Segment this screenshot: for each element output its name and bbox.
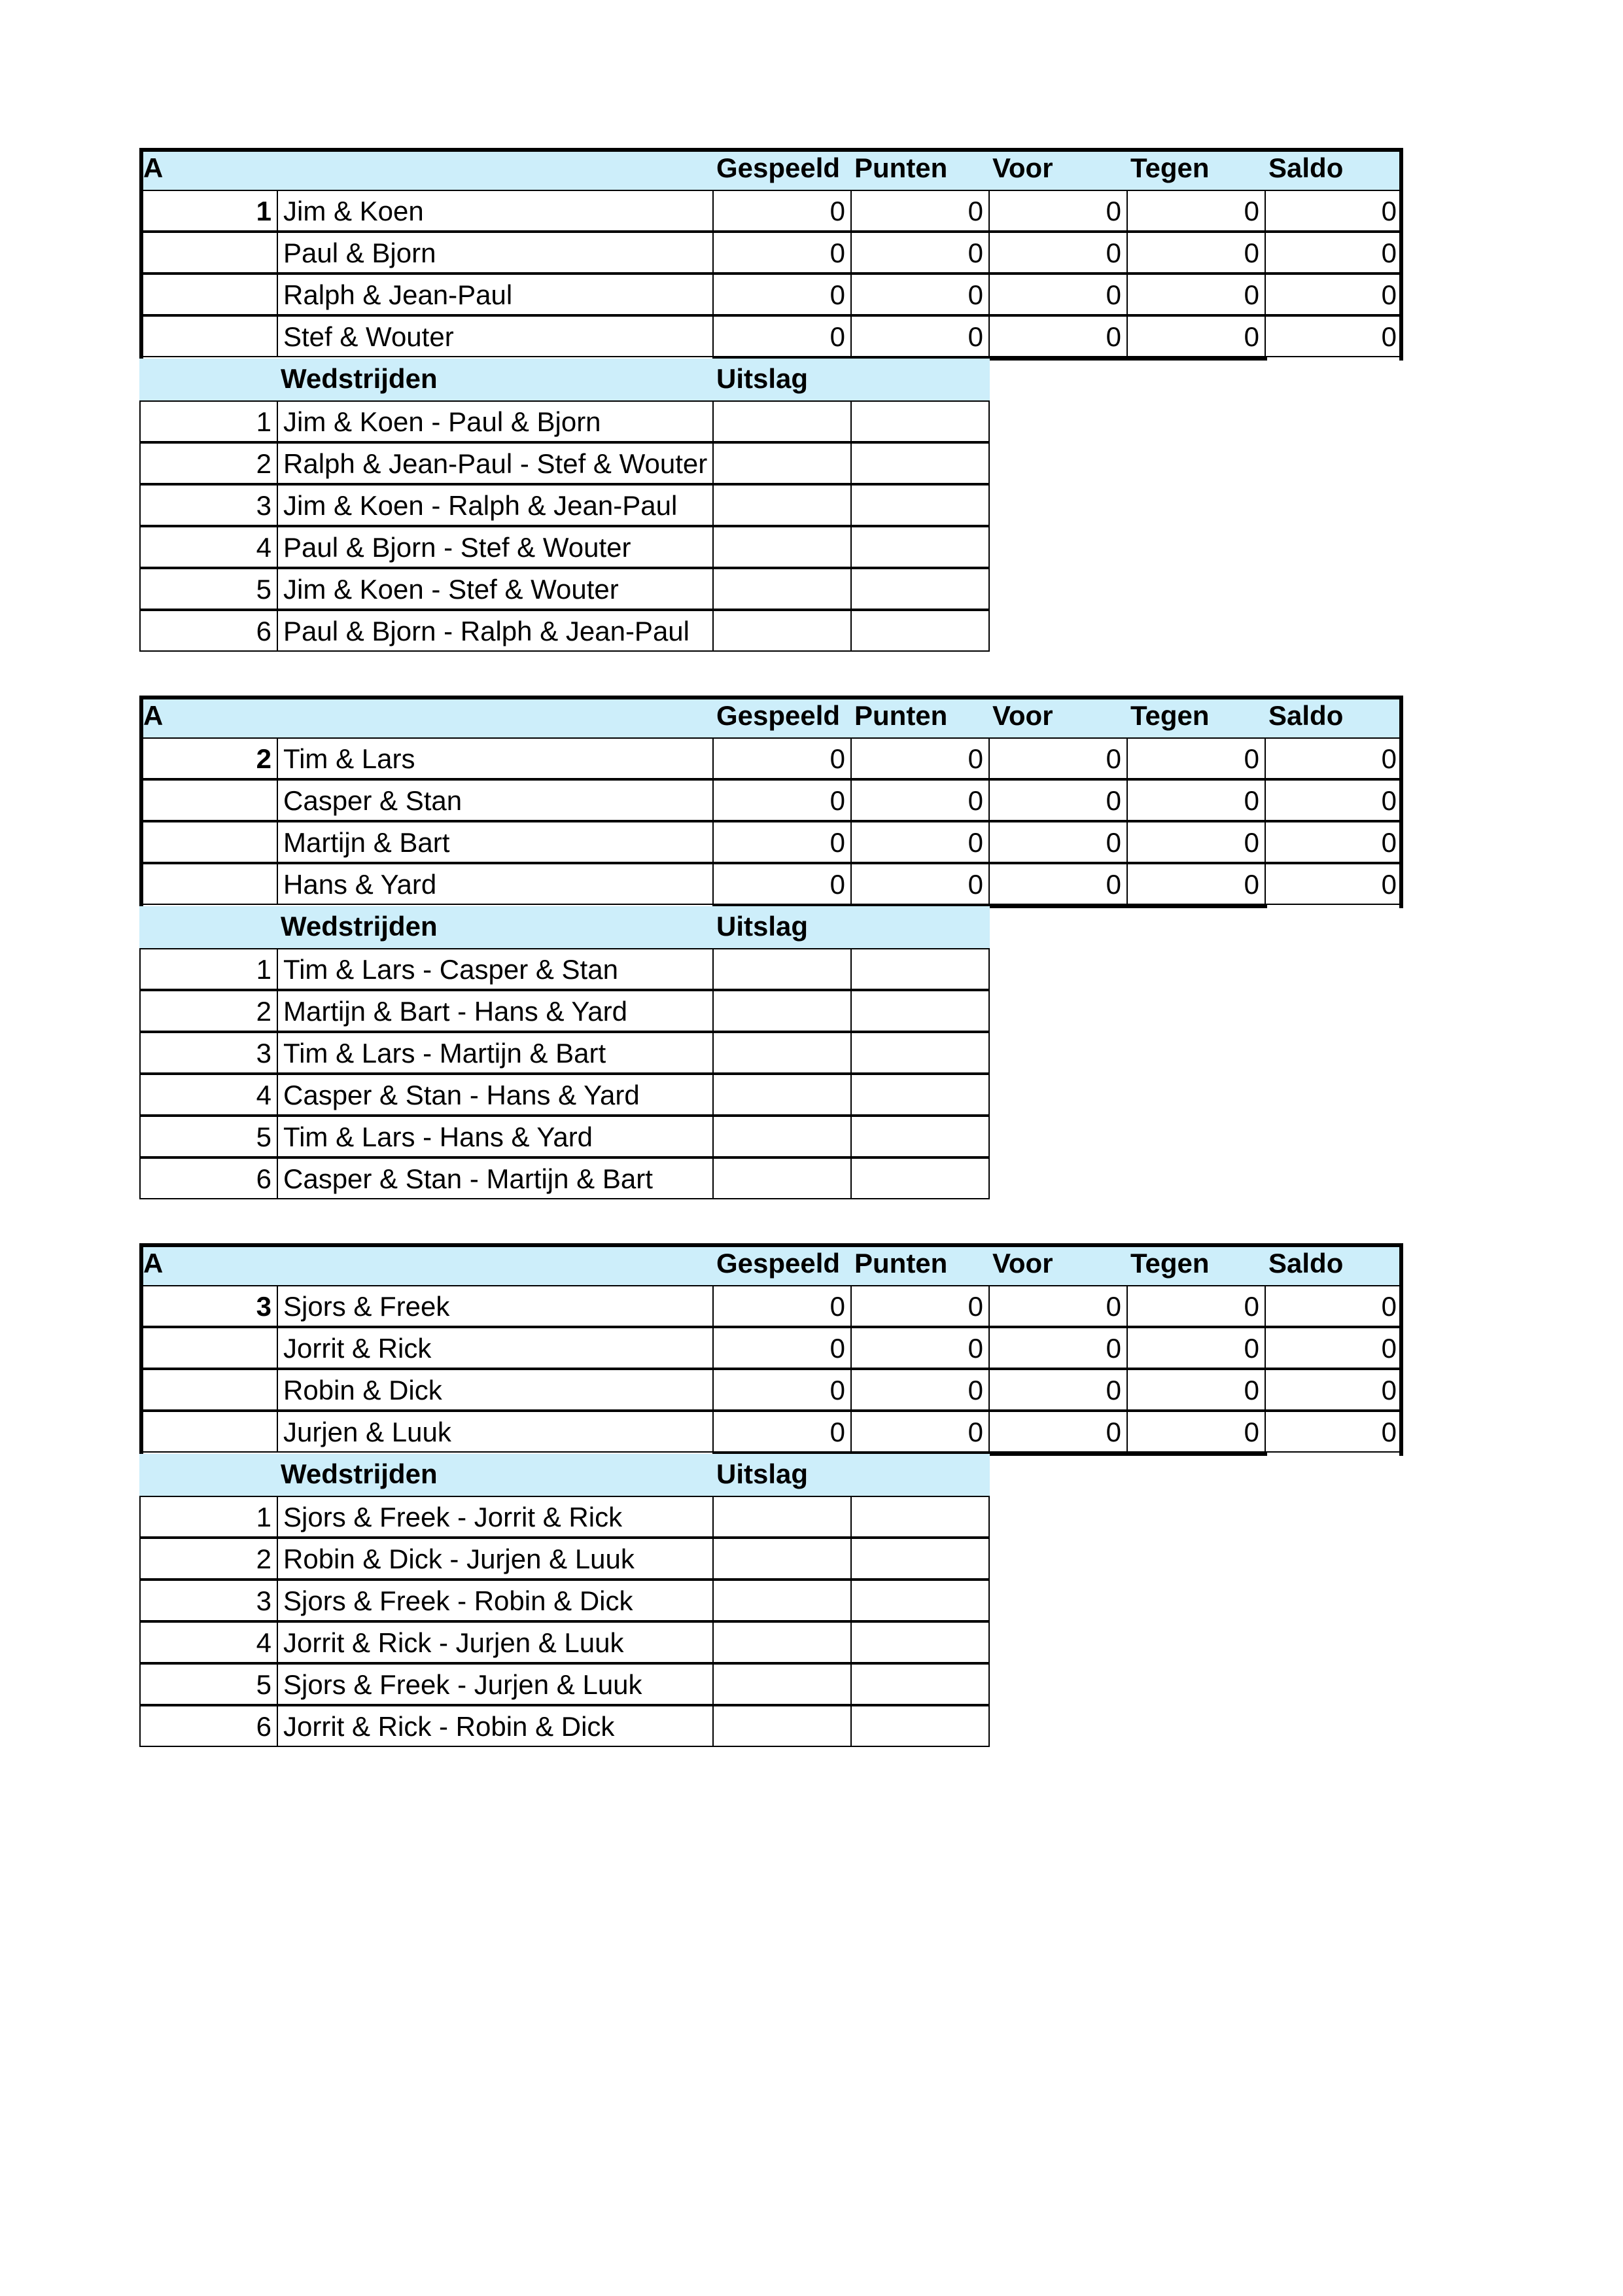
played-cell: 0 <box>712 1327 852 1369</box>
team-name: Jim & Koen <box>277 190 714 232</box>
match-fixture: Casper & Stan - Martijn & Bart <box>277 1157 714 1199</box>
match-fixture: Paul & Bjorn - Stef & Wouter <box>277 526 714 568</box>
team-name: Jorrit & Rick <box>277 1327 714 1369</box>
team-name: Robin & Dick <box>277 1369 714 1411</box>
score-away-input[interactable] <box>850 1538 990 1580</box>
thick-border-left <box>139 1243 143 1456</box>
for-cell: 0 <box>988 274 1128 315</box>
empty-cell <box>139 1411 278 1453</box>
match-number: 3 <box>139 1032 278 1074</box>
score-away-input[interactable] <box>850 610 990 652</box>
for-cell: 0 <box>988 863 1128 905</box>
score-away-input[interactable] <box>850 442 990 484</box>
empty-cell <box>139 1327 278 1369</box>
for-cell: 0 <box>988 1369 1128 1411</box>
thick-border-top <box>139 148 1403 152</box>
played-cell: 0 <box>712 737 852 779</box>
thick-border-left <box>139 148 143 361</box>
match-fixture: Paul & Bjorn - Ralph & Jean-Paul <box>277 610 714 652</box>
poule-number: 1 <box>139 190 278 232</box>
poule-2 <box>139 696 1403 1202</box>
thick-border-top <box>139 1243 1403 1247</box>
team-name: Hans & Yard <box>277 863 714 905</box>
balance-cell: 0 <box>1265 274 1403 315</box>
for-cell: 0 <box>988 821 1128 863</box>
played-cell: 0 <box>712 821 852 863</box>
balance-cell: 0 <box>1265 1369 1403 1411</box>
team-name: Paul & Bjorn <box>277 232 714 274</box>
score-home-input[interactable] <box>712 484 852 526</box>
thick-border-left <box>139 696 143 908</box>
thick-border-right <box>1399 696 1403 908</box>
matches-header: Wedstrijden <box>277 906 714 948</box>
played-cell: 0 <box>712 315 852 357</box>
match-number: 6 <box>139 610 278 652</box>
score-home-input[interactable] <box>712 568 852 610</box>
poule-number: 2 <box>139 737 278 779</box>
score-home-input[interactable] <box>712 1621 852 1663</box>
score-away-input[interactable] <box>850 1032 990 1074</box>
against-cell: 0 <box>1126 1327 1266 1369</box>
score-away-input[interactable] <box>850 1580 990 1621</box>
match-fixture: Casper & Stan - Hans & Yard <box>277 1074 714 1116</box>
team-name: Jurjen & Luuk <box>277 1411 714 1453</box>
match-fixture: Sjors & Freek - Robin & Dick <box>277 1580 714 1621</box>
score-away-input[interactable] <box>850 484 990 526</box>
team-name: Sjors & Freek <box>277 1285 714 1327</box>
against-cell: 0 <box>1126 232 1266 274</box>
matches-header: Wedstrijden <box>277 1454 714 1496</box>
for-cell: 0 <box>988 315 1128 357</box>
played-cell: 0 <box>712 1285 852 1327</box>
score-home-input[interactable] <box>712 990 852 1032</box>
result-header: Uitslag <box>712 906 990 948</box>
balance-header: Saldo <box>1265 696 1403 737</box>
match-fixture: Martijn & Bart - Hans & Yard <box>277 990 714 1032</box>
against-cell: 0 <box>1126 821 1266 863</box>
score-home-input[interactable] <box>712 1074 852 1116</box>
matches-header-blank <box>139 1454 278 1496</box>
points-cell: 0 <box>850 1369 990 1411</box>
match-fixture: Jim & Koen - Paul & Bjorn <box>277 400 714 442</box>
thick-border-top <box>139 696 1403 699</box>
score-away-input[interactable] <box>850 990 990 1032</box>
group-header: A <box>139 148 278 190</box>
points-header: Punten <box>850 148 990 190</box>
matches-header-blank <box>139 906 278 948</box>
balance-cell: 0 <box>1265 1411 1403 1453</box>
against-cell: 0 <box>1126 1285 1266 1327</box>
poule-number: 3 <box>139 1285 278 1327</box>
played-header: Gespeeld <box>712 1243 852 1285</box>
against-cell: 0 <box>1126 315 1266 357</box>
match-fixture: Ralph & Jean-Paul - Stef & Wouter <box>277 442 714 484</box>
team-header <box>277 148 714 190</box>
score-away-input[interactable] <box>850 1663 990 1705</box>
match-fixture: Jorrit & Rick - Robin & Dick <box>277 1705 714 1747</box>
thick-border-right <box>1399 1243 1403 1456</box>
against-cell: 0 <box>1126 863 1266 905</box>
match-number: 6 <box>139 1157 278 1199</box>
match-number: 3 <box>139 484 278 526</box>
score-home-input[interactable] <box>712 1116 852 1157</box>
empty-cell <box>139 821 278 863</box>
group-header: A <box>139 696 278 737</box>
matches-header: Wedstrijden <box>277 359 714 400</box>
matches-header-blank <box>139 359 278 400</box>
score-home-input[interactable] <box>712 1538 852 1580</box>
score-away-input[interactable] <box>850 1157 990 1199</box>
score-home-input[interactable] <box>712 1705 852 1747</box>
score-home-input[interactable] <box>712 948 852 990</box>
for-cell: 0 <box>988 1285 1128 1327</box>
for-cell: 0 <box>988 1411 1128 1453</box>
team-name: Ralph & Jean-Paul <box>277 274 714 315</box>
score-home-input[interactable] <box>712 442 852 484</box>
for-cell: 0 <box>988 232 1128 274</box>
points-cell: 0 <box>850 232 990 274</box>
played-cell: 0 <box>712 779 852 821</box>
empty-cell <box>139 779 278 821</box>
against-cell: 0 <box>1126 274 1266 315</box>
against-header: Tegen <box>1126 1243 1266 1285</box>
points-cell: 0 <box>850 779 990 821</box>
for-header: Voor <box>988 696 1128 737</box>
match-number: 5 <box>139 568 278 610</box>
score-home-input[interactable] <box>712 1496 852 1538</box>
points-cell: 0 <box>850 1327 990 1369</box>
match-fixture: Jim & Koen - Stef & Wouter <box>277 568 714 610</box>
score-home-input[interactable] <box>712 526 852 568</box>
match-number: 1 <box>139 1496 278 1538</box>
for-cell: 0 <box>988 190 1128 232</box>
against-cell: 0 <box>1126 190 1266 232</box>
match-number: 6 <box>139 1705 278 1747</box>
score-away-input[interactable] <box>850 1621 990 1663</box>
balance-cell: 0 <box>1265 863 1403 905</box>
played-cell: 0 <box>712 274 852 315</box>
balance-cell: 0 <box>1265 232 1403 274</box>
match-fixture: Tim & Lars - Hans & Yard <box>277 1116 714 1157</box>
result-header: Uitslag <box>712 1454 990 1496</box>
match-number: 3 <box>139 1580 278 1621</box>
poule-3 <box>139 1243 1403 1750</box>
against-header: Tegen <box>1126 148 1266 190</box>
score-home-input[interactable] <box>712 400 852 442</box>
score-home-input[interactable] <box>712 1157 852 1199</box>
for-cell: 0 <box>988 779 1128 821</box>
played-cell: 0 <box>712 232 852 274</box>
points-cell: 0 <box>850 737 990 779</box>
match-number: 2 <box>139 442 278 484</box>
poule-1 <box>139 148 1403 654</box>
team-name: Martijn & Bart <box>277 821 714 863</box>
match-number: 4 <box>139 1074 278 1116</box>
score-away-input[interactable] <box>850 400 990 442</box>
played-header: Gespeeld <box>712 148 852 190</box>
balance-cell: 0 <box>1265 1327 1403 1369</box>
against-cell: 0 <box>1126 737 1266 779</box>
balance-cell: 0 <box>1265 779 1403 821</box>
score-away-input[interactable] <box>850 1496 990 1538</box>
match-number: 1 <box>139 948 278 990</box>
match-number: 5 <box>139 1116 278 1157</box>
team-name: Stef & Wouter <box>277 315 714 357</box>
score-away-input[interactable] <box>850 1705 990 1747</box>
empty-cell <box>139 232 278 274</box>
match-fixture: Robin & Dick - Jurjen & Luuk <box>277 1538 714 1580</box>
points-cell: 0 <box>850 1411 990 1453</box>
empty-cell <box>139 274 278 315</box>
played-cell: 0 <box>712 1411 852 1453</box>
against-cell: 0 <box>1126 779 1266 821</box>
match-fixture: Sjors & Freek - Jorrit & Rick <box>277 1496 714 1538</box>
against-cell: 0 <box>1126 1369 1266 1411</box>
team-header <box>277 1243 714 1285</box>
for-cell: 0 <box>988 1327 1128 1369</box>
against-header: Tegen <box>1126 696 1266 737</box>
score-home-input[interactable] <box>712 1032 852 1074</box>
points-header: Punten <box>850 1243 990 1285</box>
for-header: Voor <box>988 148 1128 190</box>
points-header: Punten <box>850 696 990 737</box>
score-home-input[interactable] <box>712 610 852 652</box>
score-away-input[interactable] <box>850 568 990 610</box>
match-fixture: Jorrit & Rick - Jurjen & Luuk <box>277 1621 714 1663</box>
points-cell: 0 <box>850 1285 990 1327</box>
match-fixture: Tim & Lars - Martijn & Bart <box>277 1032 714 1074</box>
points-cell: 0 <box>850 821 990 863</box>
team-name: Casper & Stan <box>277 779 714 821</box>
points-cell: 0 <box>850 190 990 232</box>
against-cell: 0 <box>1126 1411 1266 1453</box>
team-name: Tim & Lars <box>277 737 714 779</box>
empty-cell <box>139 315 278 357</box>
points-cell: 0 <box>850 315 990 357</box>
match-number: 1 <box>139 400 278 442</box>
played-cell: 0 <box>712 190 852 232</box>
result-header: Uitslag <box>712 359 990 400</box>
played-cell: 0 <box>712 1369 852 1411</box>
match-fixture: Sjors & Freek - Jurjen & Luuk <box>277 1663 714 1705</box>
for-header: Voor <box>988 1243 1128 1285</box>
group-header: A <box>139 1243 278 1285</box>
points-cell: 0 <box>850 274 990 315</box>
empty-cell <box>139 863 278 905</box>
balance-cell: 0 <box>1265 1285 1403 1327</box>
balance-cell: 0 <box>1265 190 1403 232</box>
balance-cell: 0 <box>1265 315 1403 357</box>
score-away-input[interactable] <box>850 948 990 990</box>
played-header: Gespeeld <box>712 696 852 737</box>
match-number: 4 <box>139 526 278 568</box>
played-cell: 0 <box>712 863 852 905</box>
match-fixture: Tim & Lars - Casper & Stan <box>277 948 714 990</box>
score-away-input[interactable] <box>850 1074 990 1116</box>
score-away-input[interactable] <box>850 526 990 568</box>
score-away-input[interactable] <box>850 1116 990 1157</box>
score-home-input[interactable] <box>712 1580 852 1621</box>
match-number: 5 <box>139 1663 278 1705</box>
balance-header: Saldo <box>1265 1243 1403 1285</box>
points-cell: 0 <box>850 863 990 905</box>
balance-cell: 0 <box>1265 821 1403 863</box>
balance-header: Saldo <box>1265 148 1403 190</box>
empty-cell <box>139 1369 278 1411</box>
balance-cell: 0 <box>1265 737 1403 779</box>
score-home-input[interactable] <box>712 1663 852 1705</box>
team-header <box>277 696 714 737</box>
match-fixture: Jim & Koen - Ralph & Jean-Paul <box>277 484 714 526</box>
match-number: 2 <box>139 990 278 1032</box>
for-cell: 0 <box>988 737 1128 779</box>
thick-border-right <box>1399 148 1403 361</box>
match-number: 4 <box>139 1621 278 1663</box>
match-number: 2 <box>139 1538 278 1580</box>
